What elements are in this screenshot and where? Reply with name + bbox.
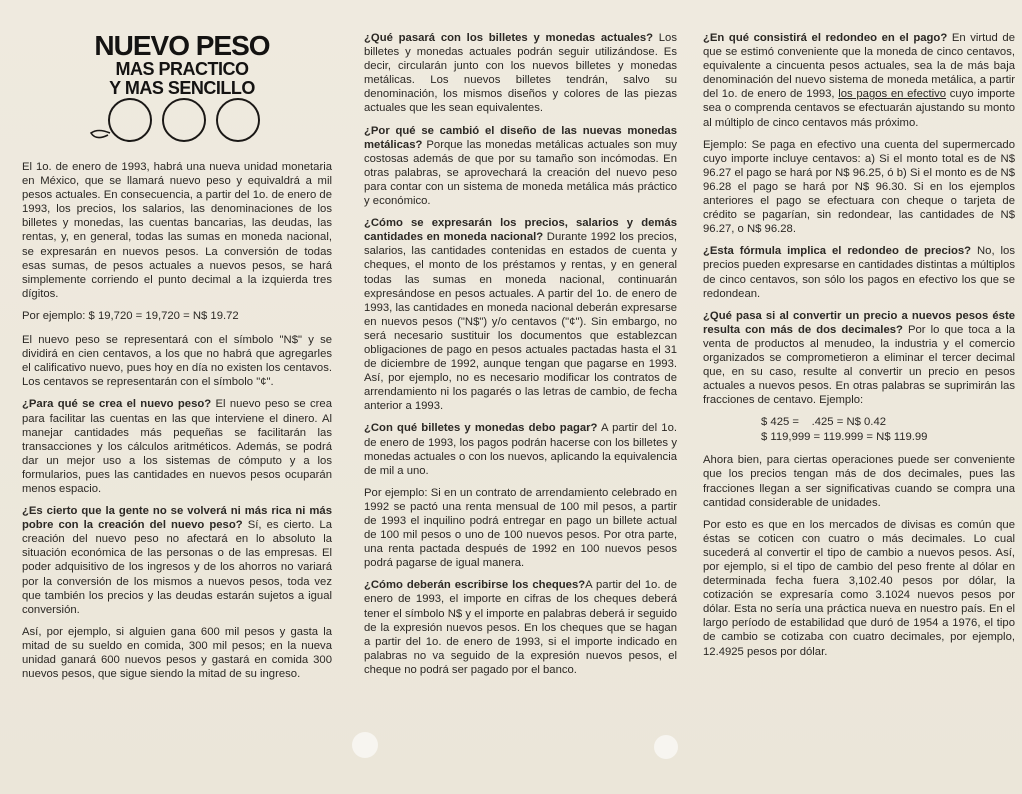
answer: A partir del 1o. de enero de 1993, el importe en cifras de los cheques deberá tener el símbolo N$ y el importe en palabras deberá ir seguido de la expresión nuevos pesos. En los cheques que se hagan a partir del 1o. de enero de 1993, si el importe indicado en palabras no va seguido de la expresión nuevos pesos, el cheque no podrá ser pagado por el banco. bbox=[364, 579, 677, 676]
question: ¿Para qué se crea el nuevo peso? bbox=[22, 398, 212, 411]
column-2 bbox=[364, 31, 677, 685]
faq-item bbox=[22, 397, 332, 496]
faq-item bbox=[364, 124, 677, 209]
faq-item bbox=[364, 578, 677, 677]
equation-left: $ 119,999 = bbox=[761, 431, 821, 444]
answer: Los billetes y monedas actuales podrán seguir utilizándose. Es decir, circularán junto con los nuevos billetes y monedas metálicas. Los nuevos billetes tendrán, salvo su denominación, los mismos diseños y colores de las piezas actuales que les sean equivalentes. bbox=[364, 32, 677, 115]
coin-2 bbox=[163, 99, 205, 141]
question: ¿Qué pasará con los billetes y monedas actuales? bbox=[364, 32, 653, 44]
answer-paragraph: Ahora bien, para ciertas operaciones puede ser conveniente que los precios tengan más de dos decimales, pues las fracciones llegan a ser significativas cuando se compra una cantidad considerable de unidades. bbox=[703, 454, 1015, 509]
answer-paragraph: Ejemplo: Se paga en efectivo una cuenta del supermercado cuyo importe incluye centavos: a) Si el monto total es de N$ 96.27 el pago se hará por N$ 96.25, ó b) Si el monto es de N$ 96.28 el pago se hará por N$ 96.30. Si en los ejemplos anteriores el pago se efectuara con cheque o tarjeta de crédito se pagarían, sin redondear, las cantidades de N$ 96.27, o N$ 96.28. bbox=[703, 138, 1015, 236]
coin-1 bbox=[109, 99, 151, 141]
faq-item bbox=[364, 421, 677, 477]
equation-line bbox=[761, 415, 1015, 430]
intro-paragraph: El 1o. de enero de 1993, habrá una nueva unidad monetaria en México, que se llamará nuevo peso y equivaldrá a mil pesos actuales. En consecuencia, a partir del 1o. de enero de 1993, los precios, los salarios, las denominaciones de los billetes y monedas, las cuentas bancarias, las deudas, las rentas, y, en general, todas las sumas en moneda nacional, se expresarán en nuevos pesos. La conversión de todas esas sumas, de pesos actuales a nuevos pesos, se hará simplemente corriendo el punto decimal a la izquierda tres dígitos. bbox=[22, 161, 332, 300]
answer-part: En virtud de que se estimó conveniente que la moneda de cinco centavos, equivalente a cincuenta pesos actuales, sea la de más baja denominación del nuevo sistema de moneda metálica, a partir del 1o. de enero de 1993, bbox=[703, 32, 1015, 101]
answer: El nuevo peso se crea para facilitar las cuentas en las que interviene el dinero. Al manejar cantidades más pequeñas se facilitarán las transacciones y los cálculos aritméticos. Además, se podrá dar un mejor uso a los sistemas de cómputo y a los formularios, pues las cantidades en nuevos pesos ocuparán menos espacio. bbox=[22, 398, 332, 495]
title-main: NUEVO PESO bbox=[94, 30, 270, 61]
title-sub-1: MAS PRACTICO bbox=[115, 59, 249, 79]
answer: Sí, es cierto. La creación del nuevo peso no afectará en lo absoluto la situación económica de las personas o de las empresas. El poder adquisitivo de los ingresos y de los ahorros no variará por la conversión de los mismos a nuevos pesos, toda vez que también los precios y las deudas estarán sujetos a igual conversión. bbox=[22, 519, 332, 616]
answer-paragraph: Así, por ejemplo, si alguien gana 600 mil pesos y gasta la mitad de su sueldo en comida, 300 mil pesos; en la nueva unidad ganará 600 nuevos pesos y gastará en comida 300 nuevos pesos, que sigue siendo la mitad de su ingreso. bbox=[22, 625, 332, 681]
answer-underlined: los pagos en efectivo bbox=[838, 88, 947, 101]
paper-spot bbox=[352, 732, 378, 758]
answer: Por lo que toca a la venta de productos al menudeo, la industria y el comercio organizados se comprometieron a eliminar el tercer decimal que, en su caso, resulte al convertir un precio en pesos actuales a nuevos pesos. En otras palabras se suprimirán las fracciones de centavo. Ejemplo: bbox=[703, 323, 1015, 407]
answer: Durante 1992 los precios, salarios, las cantidades contenidas en estados de cuenta y cheques, el monto de los préstamos y rentas, y en general todas las sumas en moneda nacional, continuarán expresándose en pesos actuales. A partir del 1o. de enero de 1993, las cantidades en moneda nacional deberán expresarse en nuevos pesos ("N$") y/o centavos ("¢"). Sin embargo, no será necesario sustituir los documentos que establezcan obligaciones de pago en pesos actuales pactadas hasta el 31 de diciembre de 1992, aunque tengan que pagarse en 1993. Así, por ejemplo, no es necesario modificar los contratos de arrendamiento ni los pagarés o las letras de cambio, de fecha anterior a 1993. bbox=[364, 231, 678, 413]
answer-part: cuyo importe sea o comprenda centavos se efectuarán ajustando su monto al múltiplo de cinco centavos más próximo. bbox=[703, 88, 1016, 129]
equation-right: 119.999 = N$ 119.99 bbox=[823, 431, 928, 444]
equation-line bbox=[761, 430, 1015, 445]
title-block bbox=[82, 32, 282, 98]
faq-item bbox=[364, 216, 677, 413]
title-sub-2: Y MAS SENCILLO bbox=[109, 78, 255, 98]
question: ¿Esta fórmula implica el redondeo de precios? bbox=[703, 245, 972, 258]
equation-right: .425 = N$ 0.42 bbox=[811, 416, 887, 429]
faq-item bbox=[703, 244, 1015, 300]
equation-left: $ 425 = bbox=[761, 416, 800, 429]
answer-paragraph: Por esto es que en los mercados de divisas es común que éstas se coticen con cuatro o más decimales. Lo cual sucederá al convertir el tipo de cambio a nuevos pesos. Así, por ejemplo, si el tipo de cambio del peso frente al dólar en determinada fecha fuera 3,102.40 pesos por dólar, la cotización se expresaría como 3.1024 nuevos pesos por dólar. Esta no sería una práctica nueva en nuestro país. En el largo período de estabilidad que duró de 1954 a 1976, el tipo de cambio se cotizaba con cuatro decimales, por ejemplo, 12.4925 pesos por dólar. bbox=[703, 518, 1015, 658]
faq-item bbox=[703, 309, 1015, 408]
coins-illustration bbox=[88, 95, 288, 147]
question: ¿Con qué billetes y monedas debo pagar? bbox=[364, 422, 598, 435]
rounding-example bbox=[761, 415, 1015, 445]
question: ¿En qué consistirá el redondeo en el pago? bbox=[703, 32, 948, 44]
faq-item bbox=[364, 31, 677, 116]
question: ¿Qué pasa si al convertir un precio a nuevos pesos éste resulta con más de dos decimales? bbox=[703, 309, 1015, 336]
column-3 bbox=[703, 31, 1015, 667]
question: ¿Cómo deberán escribirse los cheques? bbox=[364, 579, 586, 592]
answer-paragraph: Por ejemplo: Si en un contrato de arrendamiento celebrado en 1992 se pactó una renta mensual de 100 mil pesos, a partir de 1993 el inquilino podrá entregar en pago un billete actual de 100 mil pesos o uno de 100 nuevos pesos. Por otra parte, una renta pactada después de 1992 en 100 nuevos pesos podrá pagarse de igual manera. bbox=[364, 486, 677, 570]
conversion-example: Por ejemplo: $ 19,720 = 19,720 = N$ 19.72 bbox=[22, 309, 239, 322]
question: ¿Por qué se cambió el diseño de las nuevas monedas metálicas? bbox=[364, 124, 677, 151]
faq-item bbox=[703, 31, 1015, 130]
coin-3 bbox=[217, 99, 259, 141]
answer: No, los precios pueden expresarse en cantidades distintas a múltiplos de cinco centavos, son sólo los pagos en efectivo los que se redondean. bbox=[703, 245, 1015, 300]
paper-spot bbox=[654, 735, 678, 759]
answer: Porque las monedas metálicas actuales son muy costosas además de que por su tamaño son incómodas. En otras palabras, se aprovechará la creación del nuevo peso para contar con un sistema de moneda metálica más práctico y económico. bbox=[364, 138, 677, 208]
answer: A partir del 1o. de enero de 1993, los pagos podrán hacerse con los billetes y monedas actuales o con los nuevos, aplicando la equivalencia de mil a uno. bbox=[364, 422, 677, 477]
coin-swoosh bbox=[91, 131, 110, 138]
symbol-paragraph: El nuevo peso se representará con el símbolo "N$" y se dividirá en cien centavos, a los que no habrá que agregarles el calificativo nuevo, pues hoy en día no existen los centavos. Los centavos se representarán con el símbolo "¢". bbox=[22, 334, 332, 389]
column-1 bbox=[22, 160, 332, 689]
question: ¿Cómo se expresarán los precios, salarios y demás cantidades en moneda nacional? bbox=[364, 217, 677, 244]
question: ¿Es cierto que la gente no se volverá ni más rica ni más pobre con la creación del nuevo peso? bbox=[22, 505, 332, 532]
faq-item bbox=[22, 504, 332, 617]
